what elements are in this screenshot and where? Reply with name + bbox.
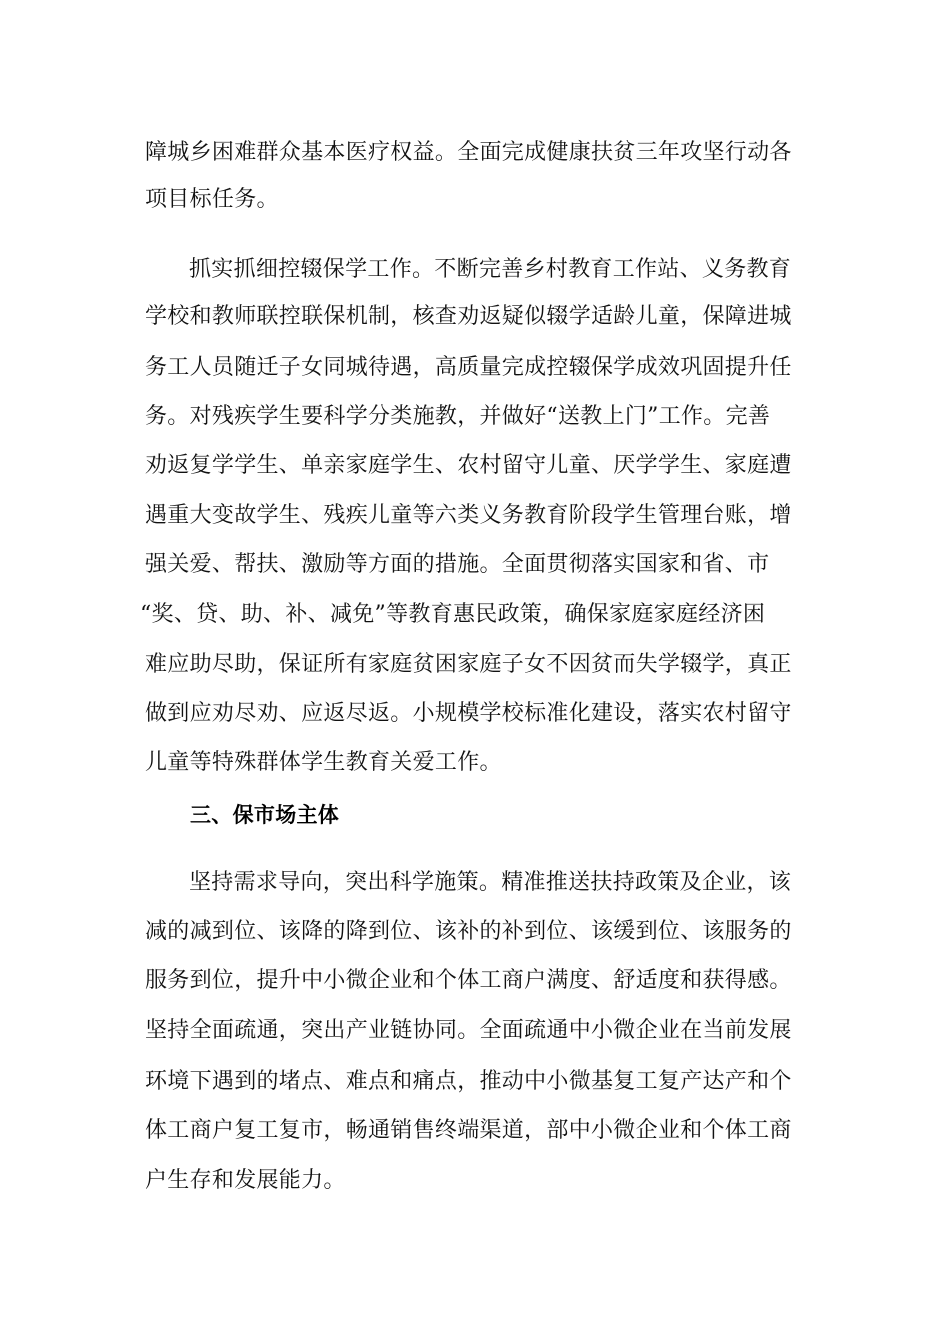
- text-line: 务工人员随迁子女同城待遇，高质量完成控辍保学成效巩固提升任: [145, 355, 792, 380]
- text-line: 儿童等特殊群体学生教育关爱工作。: [145, 750, 502, 775]
- text-line: 环境下遇到的堵点、难点和痛点，推动中小微基复工复产达产和个: [145, 1069, 792, 1094]
- text-line: 障城乡困难群众基本医疗权益。全面完成健康扶贫三年攻坚行动各: [145, 140, 792, 165]
- text-line: 坚持全面疏通，突出产业链协同。全面疏通中小微企业在当前发展: [145, 1018, 792, 1043]
- text-line: 服务到位，提升中小微企业和个体工商户满度、舒适度和获得感。: [145, 968, 792, 993]
- text-line: 体工商户复工复市，畅通销售终端渠道，部中小微企业和个体工商: [145, 1118, 792, 1143]
- text-line: “奖、贷、助、补、减免”等教育惠民政策，确保家庭家庭经济困: [140, 602, 766, 627]
- text-line: 劝返复学学生、单亲家庭学生、农村留守儿童、厌学学生、家庭遭: [145, 453, 792, 478]
- text-line: 坚持需求导向，突出科学施策。精准推送扶持政策及企业，该: [189, 870, 792, 895]
- text-line: 难应助尽助，保证所有家庭贫困家庭子女不因贫而失学辍学，真正: [145, 652, 792, 677]
- text-line: 遇重大变故学生、残疾儿童等六类义务教育阶段学生管理台账，增: [145, 503, 792, 528]
- text-line: 强关爱、帮扶、激励等方面的措施。全面贯彻落实国家和省、市: [145, 552, 770, 577]
- text-line: 减的减到位、该降的降到位、该补的补到位、该缓到位、该服务的: [145, 919, 792, 944]
- text-line: 抓实抓细控辍保学工作。不断完善乡村教育工作站、义务教育: [189, 257, 792, 282]
- text-line: 户生存和发展能力。: [145, 1168, 346, 1193]
- text-line: 做到应劝尽劝、应返尽返。小规模学校标准化建设，落实农村留守: [145, 701, 792, 726]
- text-line: 项目标任务。: [145, 187, 279, 212]
- text-line: 务。对残疾学生要科学分类施教，并做好“送教上门”工作。完善: [145, 404, 771, 429]
- text-line: 学校和教师联控联保机制，核查劝返疑似辍学适龄儿童，保障进城: [145, 304, 792, 329]
- section-heading: 三、保市场主体: [190, 803, 340, 827]
